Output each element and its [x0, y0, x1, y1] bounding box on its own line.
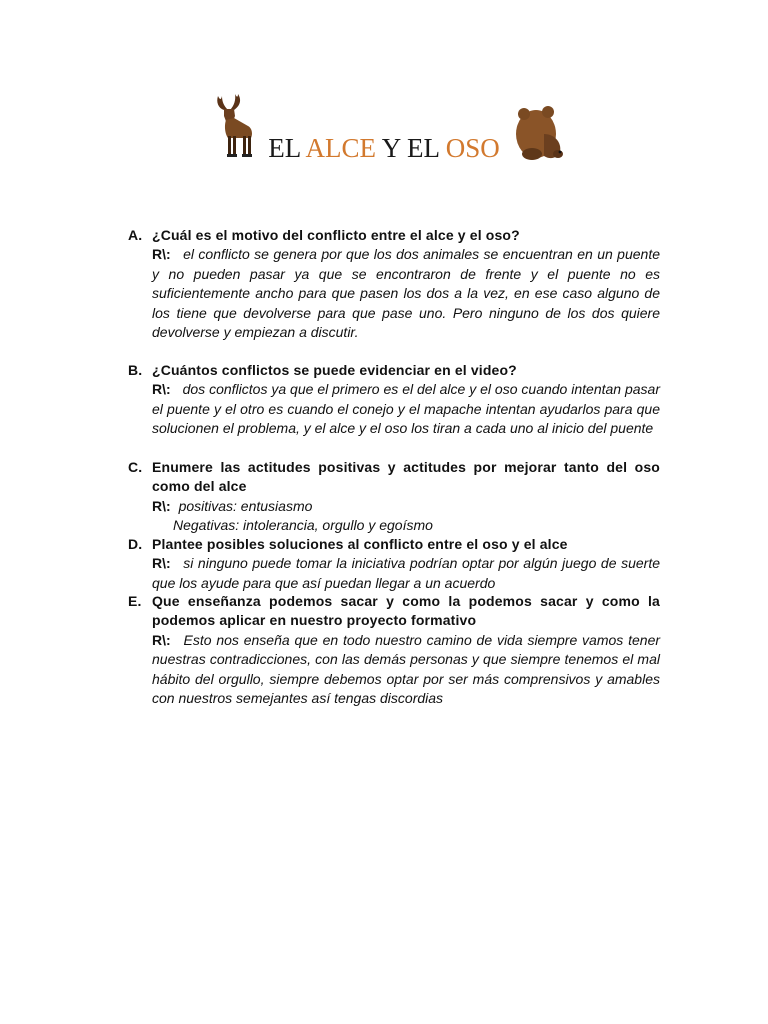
answer [152, 380, 660, 438]
answer-text-negatives: Negativas: intolerancia, orgullo y egoísmo [173, 517, 433, 534]
question-letter: B. [128, 362, 143, 378]
question-block-c [128, 458, 660, 536]
question-text: Que enseñanza podemos sacar y como la podemos sacar y como la podemos aplicar en nuestro proyecto formativo [152, 593, 660, 629]
question-block-e [128, 592, 660, 708]
question-letter: A. [128, 227, 143, 243]
title-part-el: EL [268, 133, 306, 163]
question [128, 535, 660, 554]
answer-text: dos conflictos ya que el primero es el del alce y el oso cuando intentan pasar el puente y el otro es cuando el conejo y el mapache intentan ayudarlos para que solucionen el problema, y el alce y el oso los tiran a cada uno al inicio del puente [152, 381, 661, 437]
question-block-b [128, 361, 660, 439]
question [128, 458, 660, 497]
question [128, 592, 660, 631]
title-part-y-el: Y EL [376, 133, 446, 163]
question-block-a [128, 226, 660, 342]
answer-text: si ninguno puede tomar la iniciativa podrían optar por algún juego de suerte que los ayude para que así puedan llegar a un acuerdo [152, 555, 660, 591]
answer-label: R\: [152, 555, 171, 572]
question-letter: D. [128, 536, 143, 552]
answer-text: Esto nos enseña que en todo nuestro camino de vida siempre vamos tener nuestras contradicciones, con las demás personas y que siempre tenemos el mal hábito del orgullo, siempre debemos optar por ser más comprensivos y amables con nuestros semejantes así tengas discordias [152, 631, 661, 707]
answer [152, 554, 660, 593]
question-block-d [128, 535, 660, 593]
answer-label: R\: [152, 381, 171, 398]
answer-text: el conflicto se genera por que los dos animales se encuentran en un puente y no pueden pasar ya que se encontraron de frente y el puente no es suficientemente ancho para que pasen los dos a la vez, en ese caso alguno de los tiene que devolverse para que pase uno. Pero ninguno de los dos quiere devolverse y empiezan a discutir. [152, 246, 661, 341]
question-text: Plantee posibles soluciones al conflicto entre el oso y el alce [152, 536, 568, 552]
answer-label: R\: [152, 631, 171, 648]
title-part-oso: OSO [445, 133, 500, 163]
question-text: Enumere las actitudes positivas y actitudes por mejorar tanto del oso como del alce [152, 459, 660, 495]
answer-text: positivas: entusiasmo [178, 497, 313, 514]
question [128, 361, 660, 380]
question-letter: C. [128, 459, 143, 475]
answer-label: R\: [152, 246, 171, 263]
question-text: ¿Cuál es el motivo del conflicto entre el alce y el oso? [152, 227, 520, 243]
question [128, 226, 660, 245]
page-title [0, 128, 768, 168]
answer [152, 497, 660, 536]
answer [152, 245, 660, 342]
answer-label: R\: [152, 497, 171, 514]
question-text: ¿Cuántos conflictos se puede evidenciar en el video? [152, 362, 517, 378]
answer [152, 631, 660, 709]
title-part-alce: ALCE [305, 133, 376, 163]
question-letter: E. [128, 593, 142, 609]
